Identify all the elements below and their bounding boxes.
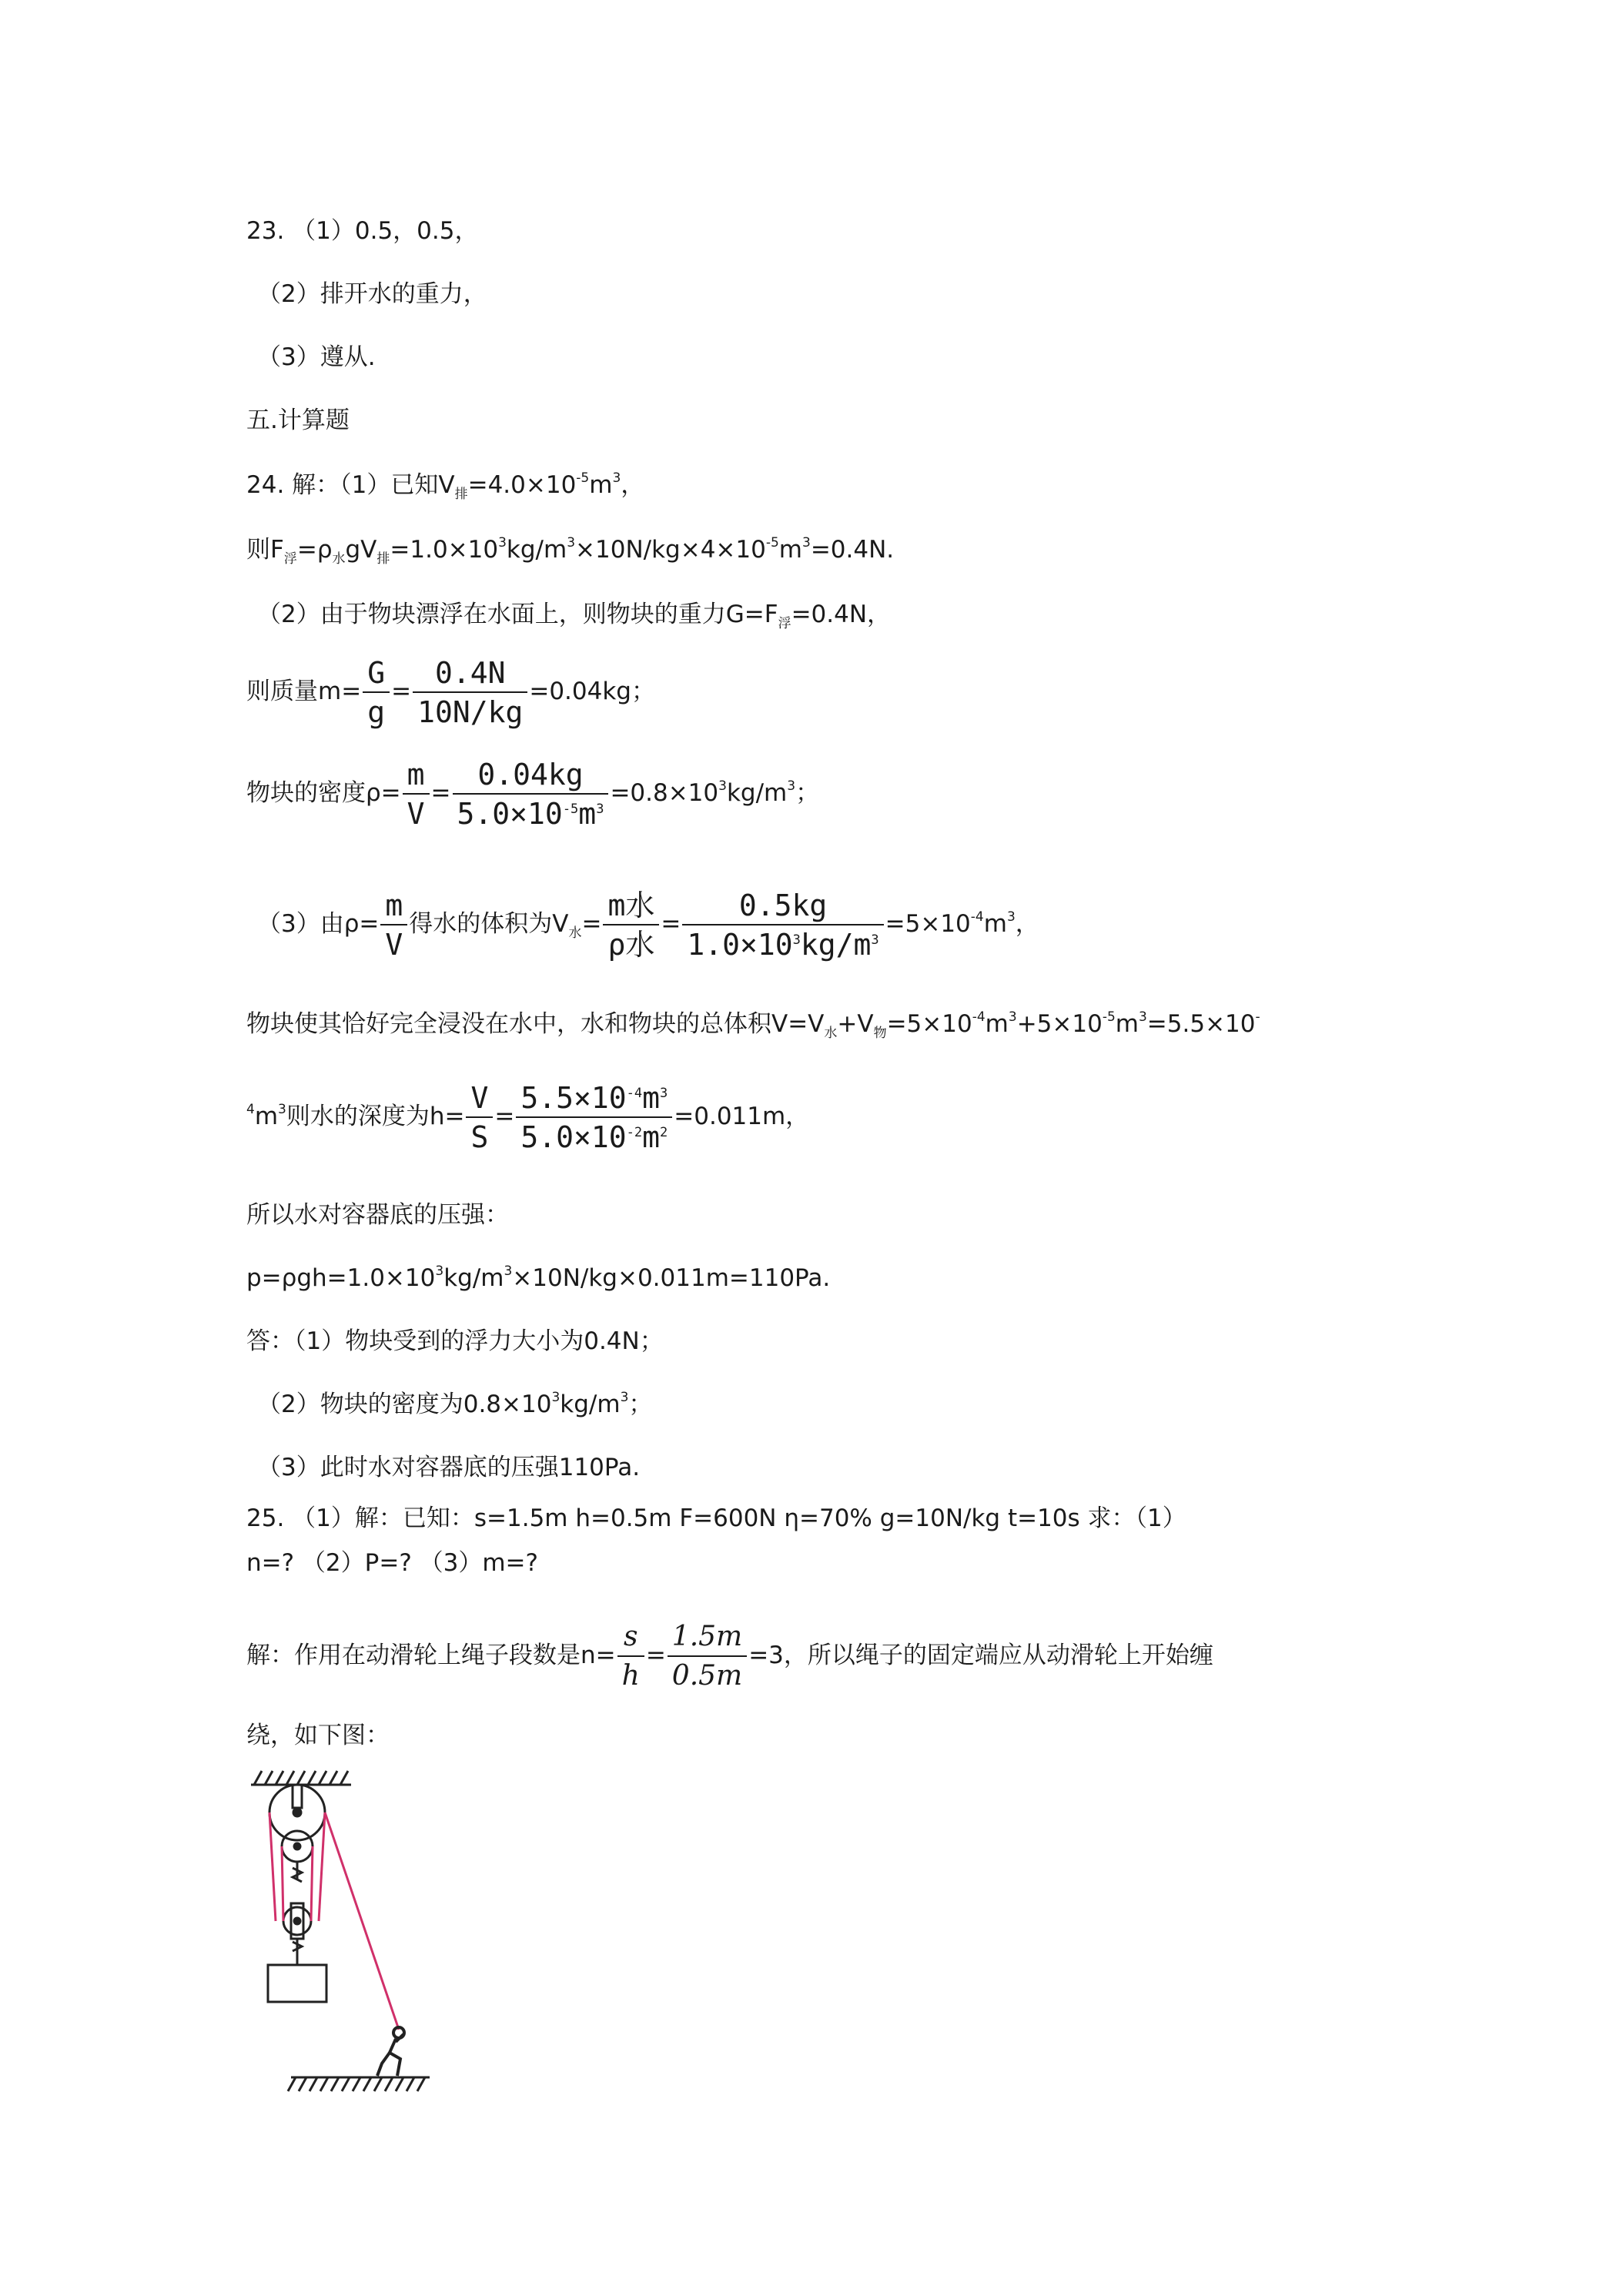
fixed-pulley-block (269, 1785, 325, 1882)
q24-line-10: $p=\rho gh=1.0\times 10^3kg/m^3\times 10N/kg\times 0.011m=110Pa$. (246, 1263, 831, 1292)
q25-line-3: 解：作用在动滑轮上绳子段数是n= $\frac{s}{h}$ = $\frac{1.5m}{0.5m}$ =3，所以绳子的固定端应从动滑轮上开始缠 (246, 1609, 1213, 1702)
rope (269, 1812, 399, 2030)
fraction-v-over-s: $\frac{V}{S}$ (466, 1079, 493, 1156)
ceiling (251, 1771, 351, 1785)
fraction-s-over-h: $\frac{s}{h}$ (617, 1618, 644, 1695)
q25-line-2: n=? （2）P=? （3）m=? (246, 1549, 538, 1577)
q24-line-8: $^4m^3$则水的深度为h= $\frac{V}{S}$ = $\frac{5.5\times 10^{-4}m^3}{5.0\times 10^{-2}m^2}$ =0.011m， (246, 1078, 809, 1156)
fraction-depth: $\frac{5.5\times 10^{-4}m^3}{5.0\times 10^{-2}m^2}$ (516, 1079, 672, 1156)
fraction-distance-ratio: $\frac{1.5m}{0.5m}$ (668, 1618, 747, 1695)
q24-line-2: 则$F_浮=\rho_水gV_排=1.0\times 10^3kg/m^3\times 10N/kg\times 4\times 10^{-5}m^3=0.4N$. (246, 535, 895, 567)
q23-line-3: （3）遵从. (257, 343, 376, 371)
q25-line-4: 绕，如下图： (246, 1722, 390, 1749)
q24-line-1: 24. 解：（1）已知$V_排=4.0\times 10^{-5}m^3$， (246, 470, 645, 502)
q23-line-1: 23. （1）0.5，0.5， (246, 217, 479, 245)
section-heading: 五.计算题 (246, 407, 350, 434)
q24-answer-2: （2）物块的密度为$0.8\times 10^3kg/m^3$； (257, 1390, 653, 1418)
q24-line-6: （3）由ρ= $\frac{m}{V}$ 得水的体积为$V_水=$ $\frac{\text{m水}}{\text{ρ水}}$ = $\frac{0.5kg}{1.0\times 10^3kg/m^3}$ $=5\times 10^{-4}m^3$， (257, 885, 1039, 964)
movable-pulley (283, 1903, 311, 1965)
fraction-g-over-g: $\frac{G}{g}$ (363, 654, 390, 731)
q25-line-1: 25. （1）解：已知：s=1.5m h=0.5m F=600N η=70% g=10N/kg t=10s 求：（1） (246, 1504, 1186, 1532)
pulley-diagram (245, 1768, 476, 2099)
q23-line-2: （2）排开水的重力， (257, 280, 487, 308)
fraction-water-mass-over-rho: $\frac{\text{m水}}{\text{ρ水}}$ (603, 887, 659, 964)
person-icon (377, 2027, 404, 2076)
q24-line-7: 物块使其恰好完全浸没在水中，水和物块的总体积$V=V_水+V_物=5\times 10^{-4}m^3+5\times 10^{-5}m^3=5.5\times 10^-$ (246, 1009, 1260, 1041)
fraction-rho-def: $\frac{m}{V}$ (380, 887, 407, 964)
fraction-m-over-v: $\frac{m}{V}$ (403, 756, 430, 833)
q24-line-5: 物块的密度ρ= $\frac{m}{V}$ = $\frac{0.04kg}{5.0\times 10^{-5}m^3}$ $=0.8\times 10^3kg/m^3$； (246, 755, 819, 833)
ground (288, 2077, 430, 2091)
q24-line-4: 则质量m= $\frac{G}{g}$ = $\frac{0.4N}{10N/kg}$ =0.04kg； (246, 653, 655, 731)
fraction-water-volume: $\frac{0.5kg}{1.0\times 10^3kg/m^3}$ (682, 887, 883, 964)
fraction-mass-over-volume: $\frac{0.04kg}{5.0\times 10^{-5}m^3}$ (453, 756, 609, 833)
q24-answer-1: 答：（1）物块受到的浮力大小为0.4N； (246, 1327, 664, 1355)
weight-box (268, 1965, 326, 2002)
q24-answer-3: （3）此时水对容器底的压强110Pa. (257, 1454, 641, 1481)
fraction-force-over-g: $\frac{0.4N}{10N/kg}$ (413, 654, 527, 731)
q24-line-3: （2）由于物块漂浮在水面上，则物块的重力$G=F_浮=0.4N$， (257, 601, 892, 631)
q24-line-9: 所以水对容器底的压强： (246, 1201, 509, 1229)
